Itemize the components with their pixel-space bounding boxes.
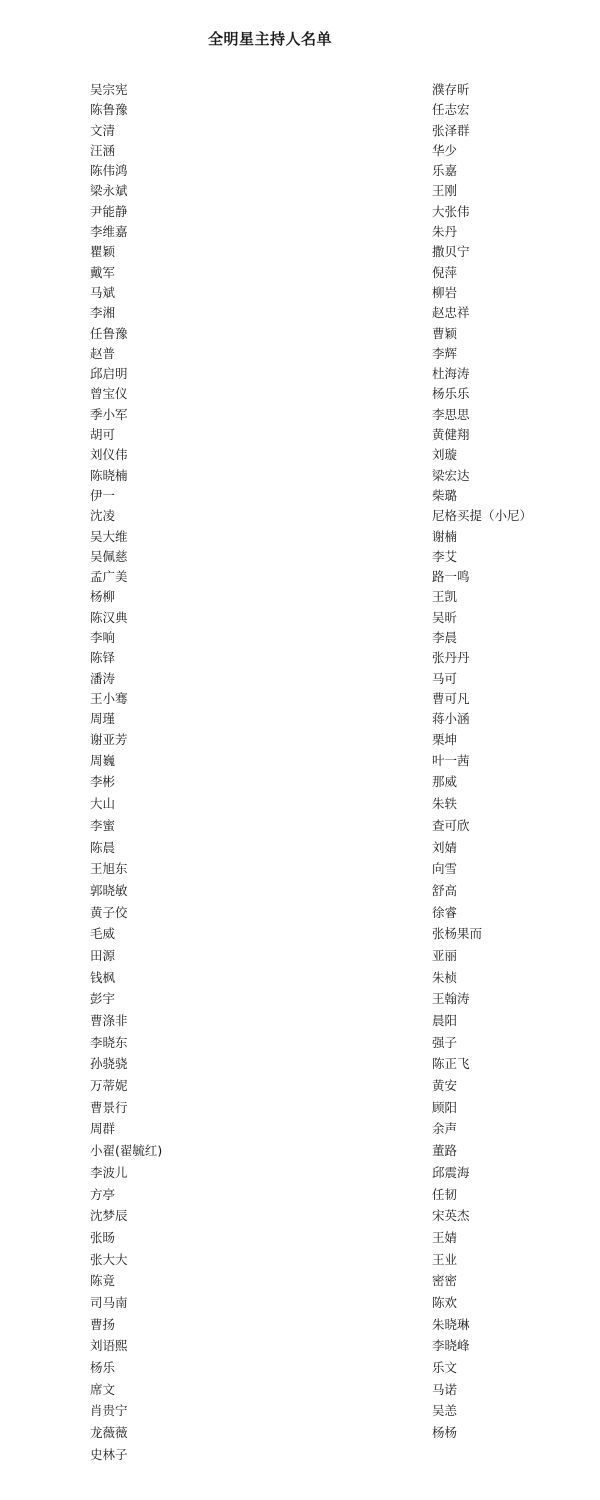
host-name: 谢楠 [432,528,458,544]
host-name: 那威 [432,774,458,790]
host-name: 史林子 [90,1446,128,1462]
host-name: 张丹丹 [432,650,470,666]
host-name: 李响 [90,630,116,646]
host-name: 李辉 [432,345,458,361]
host-name: 沈凌 [90,508,116,524]
host-name: 马诺 [432,1381,458,1397]
host-name: 陈欢 [432,1294,458,1310]
host-name: 柳岩 [432,284,458,300]
host-name: 刘语熙 [90,1338,128,1354]
host-name: 司马南 [90,1294,128,1310]
host-name: 李晓东 [90,1034,128,1050]
host-name: 尹能静 [90,203,128,219]
host-name: 张泽群 [432,122,470,138]
host-name: 曹可凡 [432,690,470,706]
host-name: 陈晨 [90,839,116,855]
host-name: 席文 [90,1381,116,1397]
host-name: 尼格买提（小尼） [432,508,533,524]
right-name-column [432,80,532,1444]
host-name: 向雪 [432,861,458,877]
host-name: 黄子佼 [90,904,128,920]
host-name: 杜海涛 [432,366,470,382]
host-name: 王婧 [432,1229,458,1245]
host-name: 谢亚芳 [90,731,128,747]
host-name: 叶一茜 [432,752,470,768]
host-name: 周瑾 [90,711,116,727]
host-name: 宋英杰 [432,1208,470,1224]
host-name: 乐文 [432,1360,458,1376]
host-name: 梁宏达 [432,467,470,483]
host-name: 陈正飞 [432,1056,470,1072]
host-name: 密密 [432,1273,458,1289]
host-name: 郭晓敏 [90,882,128,898]
host-name: 曾宝仪 [90,386,128,402]
host-name: 钱枫 [90,969,116,985]
host-name: 吴宗宪 [90,82,128,97]
host-name: 梁永斌 [90,183,128,199]
host-name: 田源 [90,947,116,963]
host-name: 朱桢 [432,969,458,985]
host-name: 马斌 [90,284,116,300]
host-name: 王翰涛 [432,991,470,1007]
host-name: 张旸 [90,1229,116,1245]
host-name: 李波儿 [90,1164,128,1180]
host-name: 晨阳 [432,1013,458,1029]
host-name: 王刚 [432,183,458,199]
host-name: 黄健翔 [432,427,470,443]
host-name: 刘仪伟 [90,447,128,463]
host-name: 孙骁骁 [90,1056,128,1072]
host-name: 吴昕 [432,609,458,625]
host-name: 杨乐乐 [432,386,470,402]
host-name: 大张伟 [432,203,470,219]
host-name: 倪萍 [432,264,458,280]
host-name: 张杨果而 [432,926,483,942]
host-name: 濮存昕 [432,82,470,97]
host-name: 撒贝宁 [432,244,470,260]
host-name: 赵忠祥 [432,305,470,321]
host-name: 陈竟 [90,1273,116,1289]
page-title: 全明星主持人名单 [207,30,332,48]
host-name: 方亭 [90,1186,116,1202]
host-name: 任鲁豫 [90,325,128,341]
host-name: 潘涛 [90,670,116,686]
host-name: 亚丽 [432,947,458,963]
host-name: 柴璐 [432,487,458,503]
host-name: 龙薇薇 [90,1425,128,1441]
host-name: 任韧 [432,1186,458,1202]
host-name: 大山 [90,796,116,812]
host-name: 季小军 [90,406,128,422]
host-name: 余声 [432,1121,458,1137]
host-name: 胡可 [90,427,116,443]
host-name: 沈梦辰 [90,1208,128,1224]
host-name: 孟广美 [90,569,128,585]
host-name: 吴恙 [432,1403,458,1419]
host-name: 曹景行 [90,1099,128,1115]
host-name: 李蜜 [90,817,116,833]
host-name: 文清 [90,122,116,138]
host-name: 彭宇 [90,991,116,1007]
host-name: 曹涤非 [90,1013,128,1029]
host-name: 徐睿 [432,904,458,920]
host-name: 李艾 [432,548,458,564]
host-name: 杨乐 [90,1360,116,1376]
host-name: 马可 [432,670,458,686]
host-name: 曹扬 [90,1316,116,1332]
host-name: 陈鲁豫 [90,102,128,118]
host-name: 李晨 [432,630,458,646]
host-name: 朱晓琳 [432,1316,470,1332]
host-name: 栗坤 [432,731,458,747]
host-name: 吴大维 [90,528,128,544]
host-name: 小翟(翟毓红) [90,1143,163,1159]
host-name: 任志宏 [432,102,470,118]
host-name: 吴佩慈 [90,548,128,564]
host-name: 周群 [90,1121,116,1137]
host-name: 李思思 [432,406,470,422]
host-name: 万蒂妮 [90,1078,128,1094]
host-name: 杨杨 [432,1425,458,1441]
host-name: 戴军 [90,264,116,280]
host-name: 朱轶 [432,796,458,812]
host-name: 李湘 [90,305,116,321]
host-name: 周巍 [90,752,116,768]
host-name: 邱震海 [432,1164,470,1180]
host-name: 朱丹 [432,224,458,240]
host-name: 肖贵宁 [90,1403,128,1419]
host-name: 王小骞 [90,690,128,706]
host-name: 乐嘉 [432,163,458,179]
host-name: 伊一 [90,487,116,503]
host-name: 王业 [432,1251,458,1267]
host-name: 邱启明 [90,366,128,382]
host-name: 陈汉典 [90,609,128,625]
left-name-column [90,80,162,1465]
host-name: 汪涵 [90,142,116,158]
host-name: 张大大 [90,1251,128,1267]
host-name: 刘璇 [432,447,458,463]
host-name: 黄安 [432,1078,458,1094]
host-name: 华少 [432,142,458,158]
host-name: 李彬 [90,774,116,790]
host-name: 路一鸣 [432,569,470,585]
host-name: 王凯 [432,589,458,605]
host-name: 刘婧 [432,839,458,855]
host-name: 顾阳 [432,1099,458,1115]
host-name: 陈伟鸿 [90,163,128,179]
host-name: 王旭东 [90,861,128,877]
host-name: 李维嘉 [90,224,128,240]
host-name: 董路 [432,1143,458,1159]
host-name: 赵普 [90,345,116,361]
host-name: 杨柳 [90,589,116,605]
host-name: 舒高 [432,882,458,898]
host-name: 曹颖 [432,325,458,341]
host-name: 查可欣 [432,817,470,833]
host-name: 李晓峰 [432,1338,470,1354]
host-name: 陈晓楠 [90,467,128,483]
host-name: 瞿颖 [90,244,116,260]
host-name: 毛威 [90,926,116,942]
host-name: 陈铎 [90,650,116,666]
host-name: 蒋小涵 [432,711,470,727]
host-name: 强子 [432,1034,458,1050]
